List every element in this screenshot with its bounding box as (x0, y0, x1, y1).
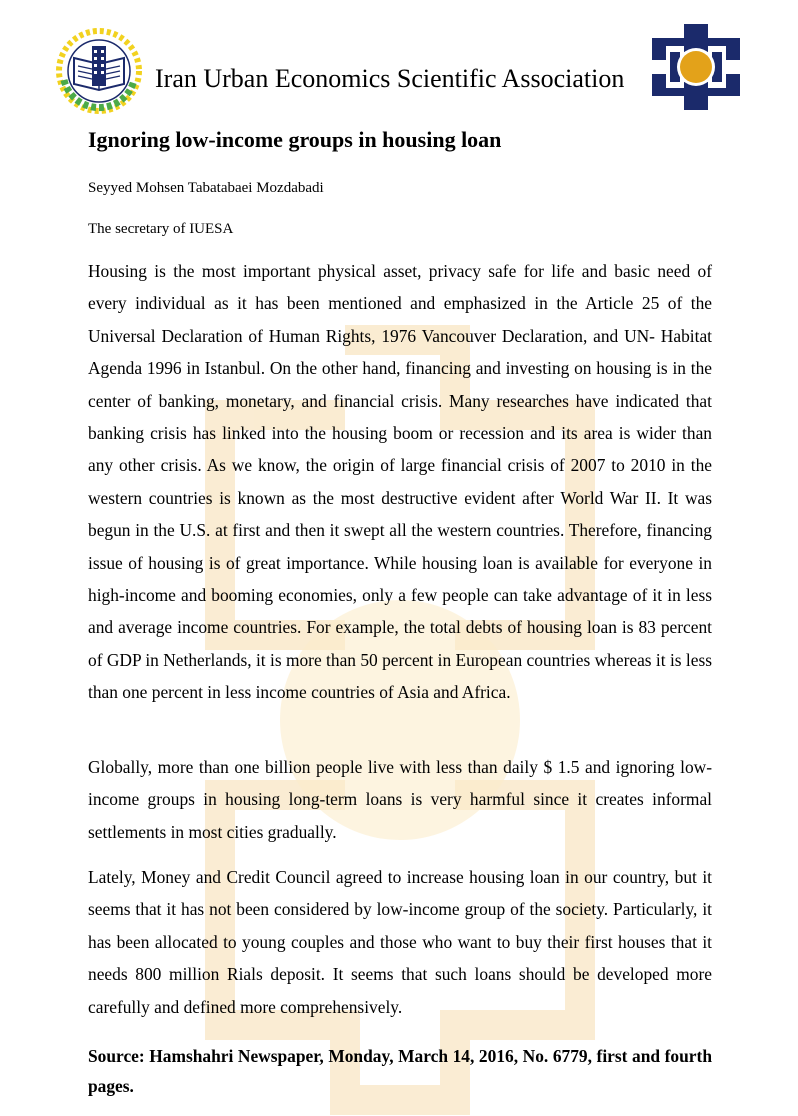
paragraph: Lately, Money and Credit Council agreed to increase housing loan in our country, but it seems that it has not been considered by low-income group of the society. Particularly, it has been allocated to young couples and those who want to buy their first houses that it needs 800 million Rials deposit. It seems that such loans should be developed more carefully and defined more comprehensively. (88, 867, 712, 1017)
navy-octagon-gold-circle-emblem-icon (650, 22, 742, 112)
association-name: Iran Urban Economics Scientific Association (155, 64, 625, 93)
author-role: The secretary of IUESA (88, 221, 234, 237)
author-name: Seyyed Mohsen Tabatabaei Mozdabadi (88, 180, 324, 196)
book-building-wreath-logo-icon (56, 28, 142, 114)
source-citation: Source: Hamshahri Newspaper, Monday, March 14, 2016, No. 6779, first and fourth pages. (88, 1046, 712, 1096)
paragraph: Housing is the most important physical asset, privacy safe for life and basic need of every individual as it has been mentioned and emphasized in the Article 25 of the Universal Declaration of Human Rights, 1976 Vancouver Declaration, and UN- Habitat Agenda 1996 in Istanbul. On the other hand, financing and investing on housing is in the center of banking, monetary, and financial crisis. Many researches have indicated that banking crisis has linked into the housing boom or recession and its area is wider than any other crisis. As we know, the origin of large financial crisis of 2007 to 2010 in the western countries is known as the most destructive evident after World War II. It was begun in the U.S. at first and then it swept all the western countries. Therefore, financing issue of housing is of great importance. While housing loan is available for everyone in high-income and booming economies, only a few people can take advantage of it in less and average income countries. For example, the total debts of housing loan is 83 percent of GDP in Netherlands, it is more than 50 percent in European countries whereas it is less than one percent in less income countries of Asia and Africa. (88, 261, 712, 703)
article-title: Ignoring low-income groups in housing loan (88, 127, 502, 152)
paragraph: Globally, more than one billion people live with less than daily $ 1.5 and ignoring low-income groups in housing long-term loans is very harmful since it creates informal settlements in most cities gradually. (88, 757, 712, 842)
